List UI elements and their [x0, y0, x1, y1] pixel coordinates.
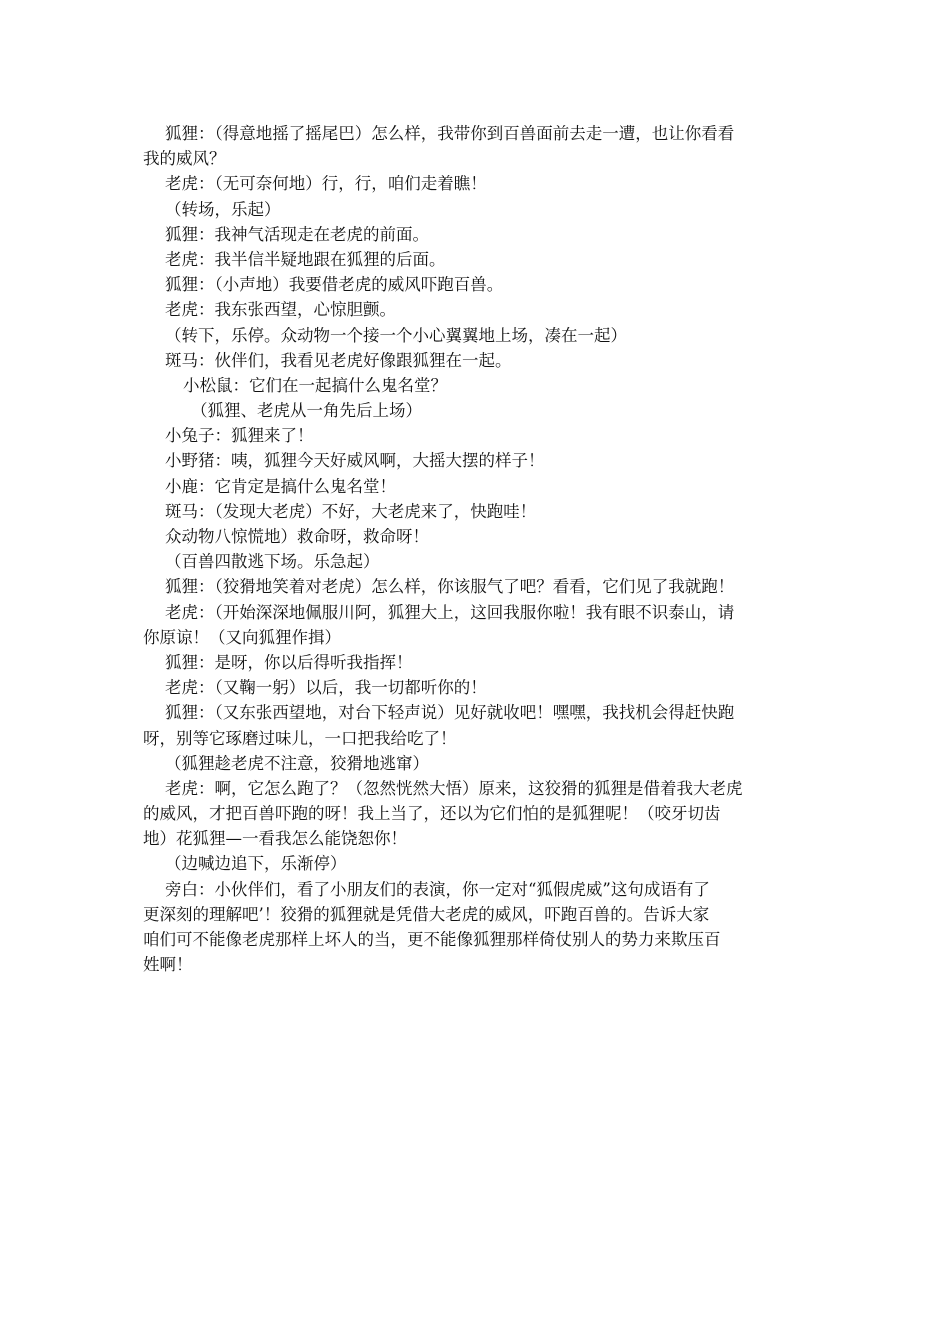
text-line: 斑马：（发现大老虎）不好，大老虎来了，快跑哇！: [165, 501, 537, 521]
text-line: 斑马：伙伴们，我看见老虎好像跟狐狸在一起。: [165, 350, 512, 370]
text-line: 呀，别等它琢磨过味儿，一口把我给吃了！: [143, 728, 457, 748]
text-line: （百兽四散逃下场。乐急起）: [165, 552, 380, 572]
text-line: 老虎：（开始深深地佩服川阿，狐狸大上，这回我服你啦！我有眼不识泰山，请: [165, 602, 735, 622]
text-line: 老虎：我半信半疑地跟在狐狸的后面。: [165, 249, 446, 269]
text-line: 狐狸：（小声地）我要借老虎的威风吓跑百兽。: [165, 275, 504, 295]
script-text: [143, 121, 815, 977]
text-line: 狐狸：（得意地摇了摇尾巴）怎么样，我带你到百兽面前去走一遭，也让你看看: [165, 124, 735, 143]
text-line: 老虎：啊，它怎么跑了？（忽然恍然大悟）原来，这狡猾的狐狸是借着我大老虎: [165, 778, 743, 798]
text-line: 众动物八惊慌地）救命呀，救命呀！: [165, 527, 429, 546]
text-line: 小鹿：它肯定是搞什么鬼名堂！: [165, 476, 396, 496]
text-line: 的威风，才把百兽吓跑的呀！我上当了，还以为它们怕的是狐狸呢！（咬牙切齿: [143, 804, 721, 824]
text-line: （狐狸、老虎从一角先后上场）: [191, 401, 422, 421]
text-line: 小兔子：狐狸来了！: [165, 426, 314, 446]
text-line: 小松鼠：它们在一起搞什么鬼名堂？: [183, 375, 447, 395]
text-line: （狐狸趁老虎不注意，狡猾地逃窜）: [165, 753, 429, 773]
text-line: 更深刻的理解吧’！狡猾的狐狸就是凭借大老虎的威风，吓跑百兽的。告诉大家: [143, 904, 710, 924]
text-line: 旁白：小伙伴们，看了小朋友们的表演，你一定对“狐假虎威”这句成语有了: [165, 879, 710, 899]
text-line: 狐狸：（又东张西望地，对台下轻声说）见好就收吧！嘿嘿，我找机会得赶快跑: [165, 703, 735, 723]
text-line: 小野猪：咦，狐狸今天好威风啊，大摇大摆的样子！: [165, 451, 545, 471]
text-line: 咱们可不能像老虎那样上坏人的当，更不能像狐狸那样倚仗别人的势力来欺压百: [143, 930, 721, 949]
text-line: （转下，乐停。众动物一个接一个小心翼翼地上场，凑在一起）: [165, 325, 627, 345]
text-line: 老虎：我东张西望，心惊胆颤。: [165, 300, 396, 320]
text-line: 老虎：（又鞠一躬）以后，我一切都听你的！: [165, 678, 487, 698]
text-line: 狐狸：我神气活现走在老虎的前面。: [165, 224, 429, 244]
text-line: 狐狸：是呀，你以后得听我指挥！: [165, 652, 413, 672]
text-line: 老虎：（无可奈何地）行，行，咱们走着瞧！: [165, 174, 487, 194]
text-line: （边喊边追下，乐渐停）: [165, 854, 347, 874]
text-line: 狐狸：（狡猾地笑着对老虎）怎么样，你该服气了吧？看看，它们见了我就跑！: [165, 577, 735, 597]
text-line: 姓啊！: [143, 955, 193, 975]
text-line: 地）花狐狸—一看我怎么能饶恕你！: [143, 829, 407, 849]
text-line: 你原谅！（又向狐狸作揖）: [143, 627, 341, 647]
text-line: 我的威风？: [143, 149, 226, 169]
text-line: （转场，乐起）: [165, 199, 281, 219]
